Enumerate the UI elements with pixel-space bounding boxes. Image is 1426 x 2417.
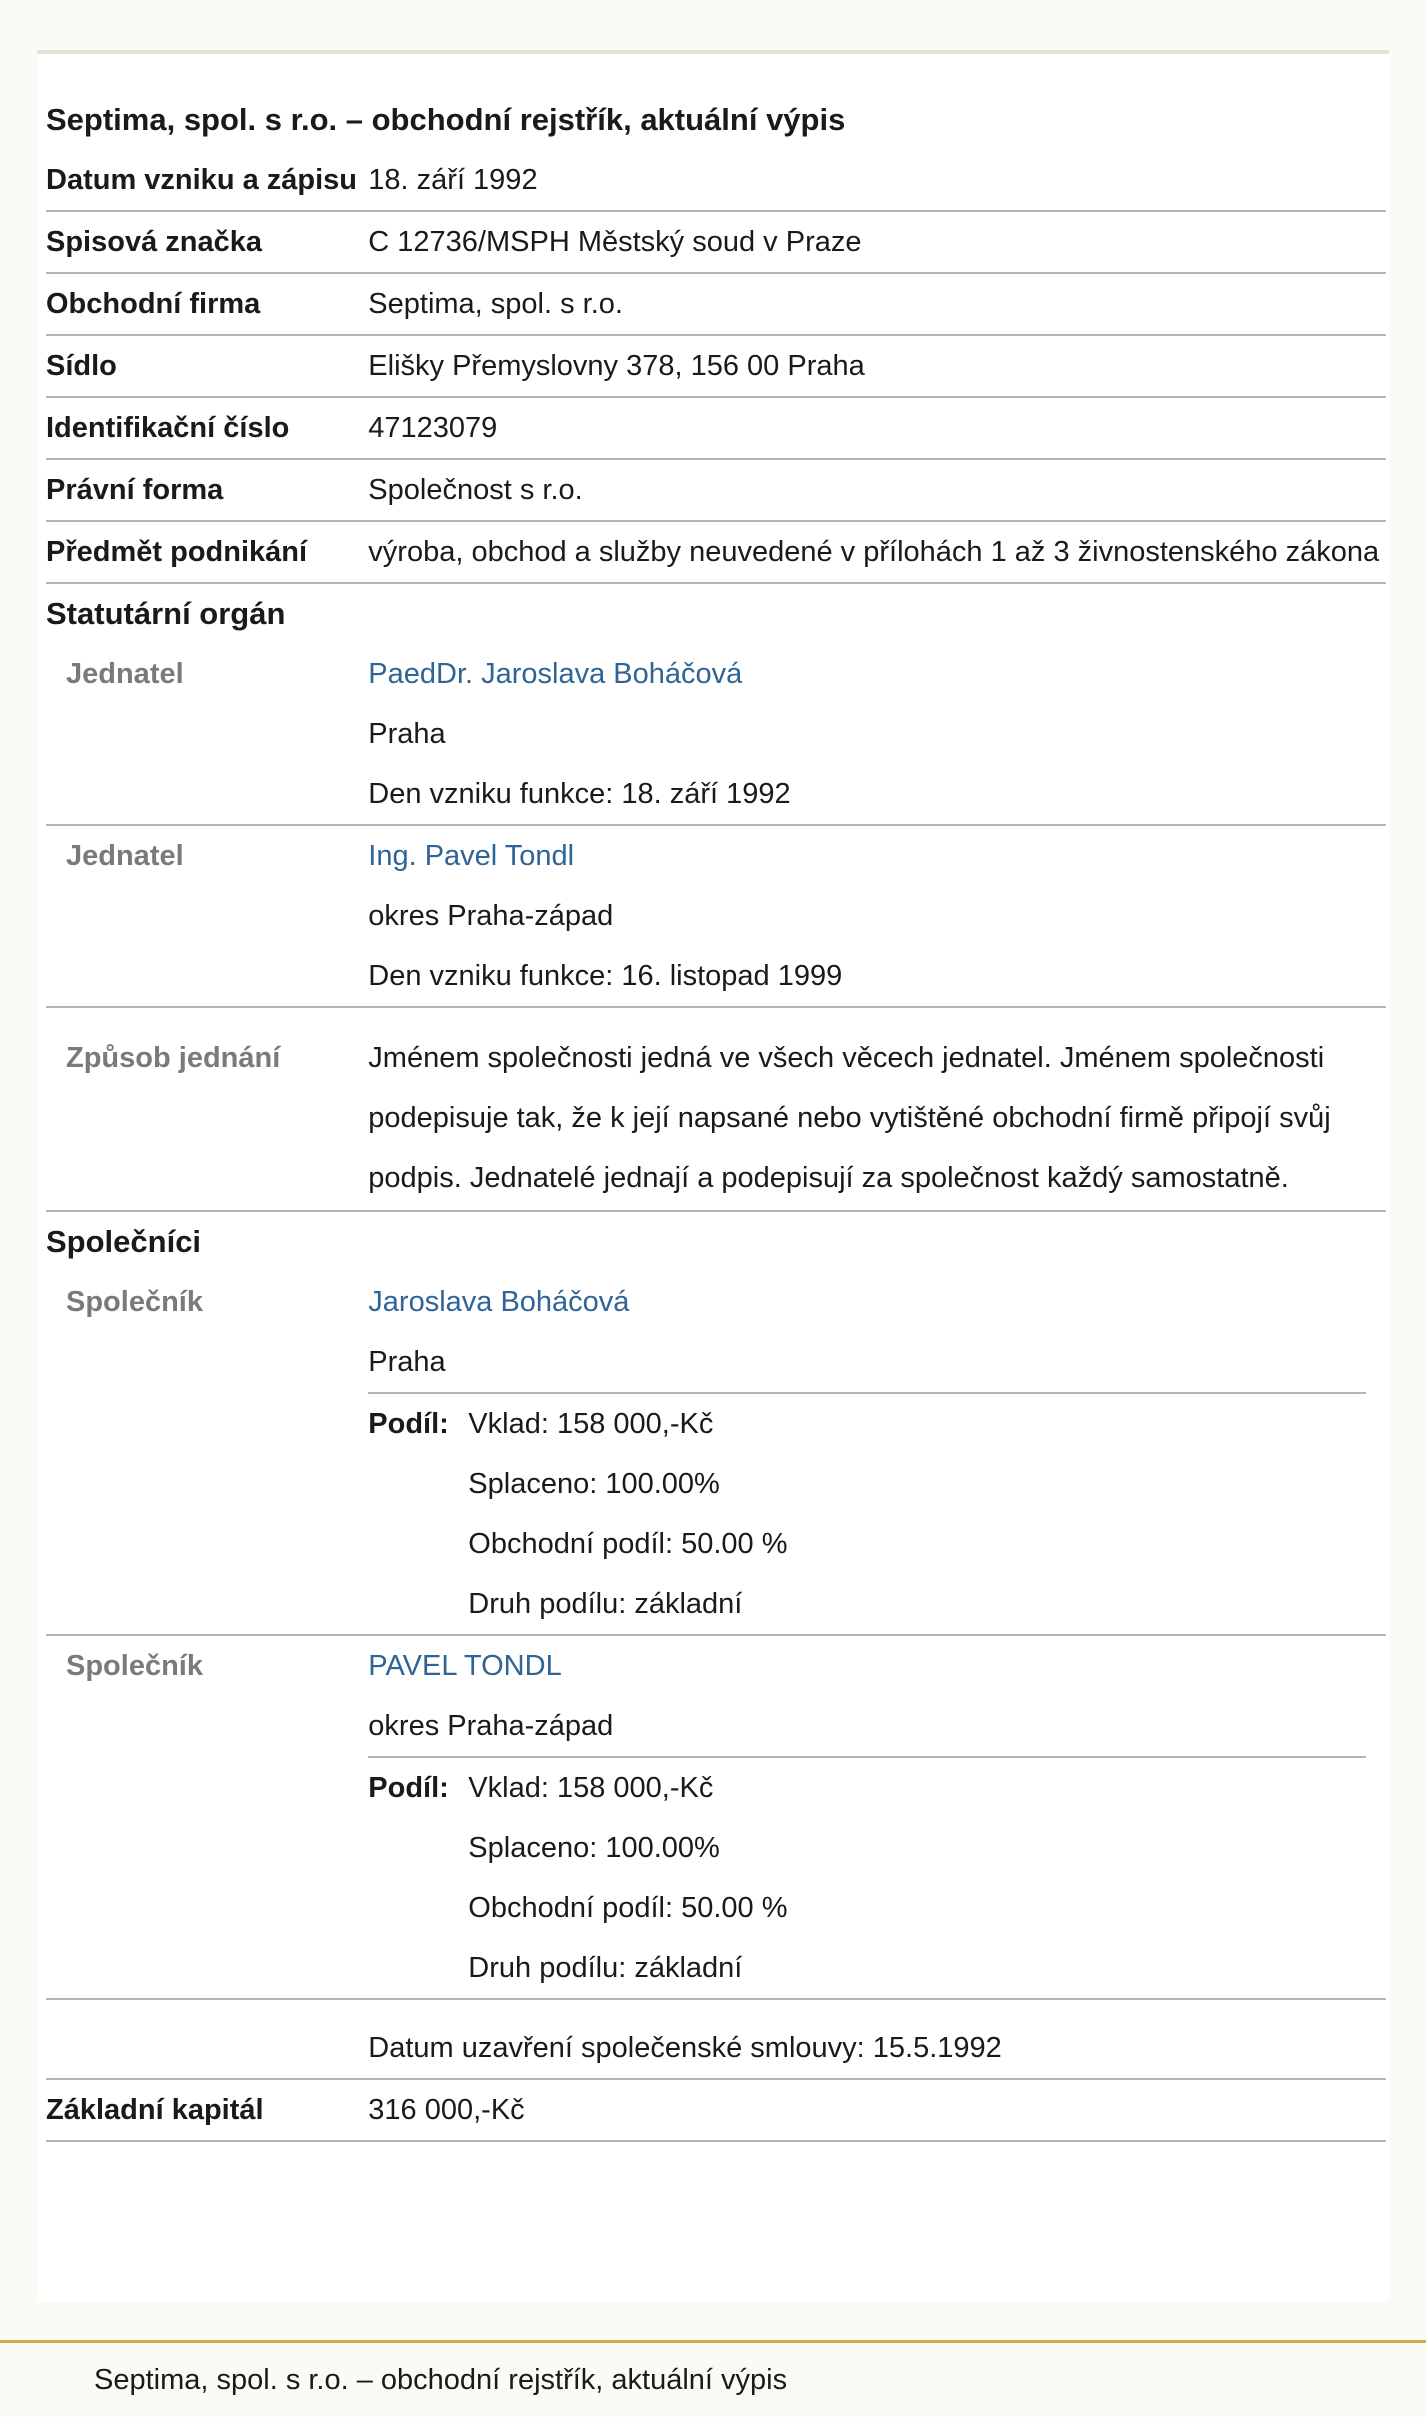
label-spisova-znacka: Spisová značka	[46, 211, 368, 273]
share-block-2	[368, 1756, 1366, 1998]
row-spolecnik-2	[46, 1635, 1386, 1999]
role-spolecnik-2: Společník	[46, 1635, 368, 1999]
label-pravni-forma: Právní forma	[46, 459, 368, 521]
row-datum-smlouvy	[46, 1999, 1386, 2079]
value-pravni-forma: Společnost s r.o.	[368, 459, 1386, 521]
share-splaceno-2: Splaceno: 100.00%	[468, 1832, 720, 1864]
person-spolecnik-1	[368, 1272, 1386, 1635]
row-ico	[46, 397, 1386, 459]
value-obchodni-firma: Septima, spol. s r.o.	[368, 273, 1386, 335]
row-zakladni-kapital	[46, 2079, 1386, 2141]
place-spolecnik-1: Praha	[368, 1346, 446, 1378]
share-details-1	[468, 1394, 787, 1634]
row-predmet-podnikani	[46, 521, 1386, 583]
row-statutarni-heading	[46, 583, 1386, 644]
label-obchodni-firma: Obchodní firma	[46, 273, 368, 335]
place-jednatel-1: Praha	[368, 718, 446, 750]
share-vklad-2: Vklad: 158 000,-Kč	[468, 1772, 714, 1804]
share-details-2	[468, 1758, 787, 1998]
page-title: Septima, spol. s r.o. – obchodní rejstřík, aktuální výpis	[46, 102, 846, 137]
row-datum-vzniku	[46, 150, 1386, 211]
share-label-1: Podíl:	[368, 1408, 449, 1440]
role-jednatel-2: Jednatel	[46, 825, 368, 1007]
label-ico: Identifikační číslo	[46, 397, 368, 459]
share-vklad-1: Vklad: 158 000,-Kč	[468, 1408, 714, 1440]
row-spisova-znacka	[46, 211, 1386, 273]
section-heading-spolecnici: Společníci	[46, 1224, 202, 1259]
role-spolecnik-1: Společník	[46, 1272, 368, 1635]
label-predmet-podnikani: Předmět podnikání	[46, 521, 368, 583]
person-spolecnik-2	[368, 1635, 1386, 1999]
link-spolecnik-1[interactable]: Jaroslava Boháčová	[368, 1286, 630, 1318]
share-splaceno-1: Splaceno: 100.00%	[468, 1468, 720, 1500]
share-druh-1: Druh podílu: základní	[468, 1588, 743, 1620]
place-jednatel-2: okres Praha-západ	[368, 900, 614, 932]
value-spisova-znacka: C 12736/MSPH Městský soud v Praze	[368, 211, 1386, 273]
share-label-2: Podíl:	[368, 1772, 449, 1804]
share-block-1	[368, 1392, 1366, 1634]
label-zakladni-kapital: Základní kapitál	[46, 2079, 368, 2141]
registry-table	[46, 150, 1386, 2142]
value-datum-vzniku: 18. září 1992	[368, 150, 1386, 211]
row-zpusob-jednani	[46, 1007, 1386, 1211]
person-jednatel-1	[368, 644, 1386, 825]
value-zpusob-jednani: Jménem společnosti jedná ve všech věcech jednatel. Jménem společnosti podepisuje tak, že k její napsané nebo vytištěné obchodní firmě připojí svůj podpis. Jednatelé jednají a podepisují za společnost každý samostatně.	[368, 1007, 1386, 1211]
row-spolecnici-heading	[46, 1211, 1386, 1272]
value-datum-smlouvy: Datum uzavření společenské smlouvy: 15.5.1992	[368, 1999, 1386, 2079]
label-sidlo: Sídlo	[46, 335, 368, 397]
row-jednatel-1	[46, 644, 1386, 825]
footer-text: Septima, spol. s r.o. – obchodní rejstřík, aktuální výpis	[94, 2364, 788, 2396]
row-jednatel-2	[46, 825, 1386, 1007]
share-obchodni-podil-2: Obchodní podíl: 50.00 %	[468, 1892, 788, 1924]
label-datum-vzniku: Datum vzniku a zápisu	[46, 150, 368, 211]
link-jednatel-1[interactable]: PaedDr. Jaroslava Boháčová	[368, 658, 743, 690]
value-ico: 47123079	[368, 397, 1386, 459]
row-sidlo	[46, 335, 1386, 397]
row-obchodni-firma	[46, 273, 1386, 335]
since-jednatel-2: Den vzniku funkce: 16. listopad 1999	[368, 960, 843, 992]
empty-label-cell	[46, 1999, 368, 2079]
section-heading-statutarni: Statutární orgán	[46, 596, 286, 631]
link-jednatel-2[interactable]: Ing. Pavel Tondl	[368, 840, 575, 872]
row-spolecnik-1	[46, 1272, 1386, 1635]
link-spolecnik-2[interactable]: PAVEL TONDL	[368, 1650, 562, 1682]
role-jednatel-1: Jednatel	[46, 644, 368, 825]
person-jednatel-2	[368, 825, 1386, 1007]
share-obchodni-podil-1: Obchodní podíl: 50.00 %	[468, 1528, 788, 1560]
row-pravni-forma	[46, 459, 1386, 521]
value-zakladni-kapital: 316 000,-Kč	[368, 2079, 1386, 2141]
share-druh-2: Druh podílu: základní	[468, 1952, 743, 1984]
place-spolecnik-2: okres Praha-západ	[368, 1710, 614, 1742]
since-jednatel-1: Den vzniku funkce: 18. září 1992	[368, 778, 791, 810]
value-predmet-podnikani: výroba, obchod a služby neuvedené v přílohách 1 až 3 živnostenského zákona	[368, 521, 1386, 583]
label-zpusob-jednani: Způsob jednání	[46, 1007, 368, 1211]
value-sidlo: Elišky Přemyslovny 378, 156 00 Praha	[368, 335, 1386, 397]
